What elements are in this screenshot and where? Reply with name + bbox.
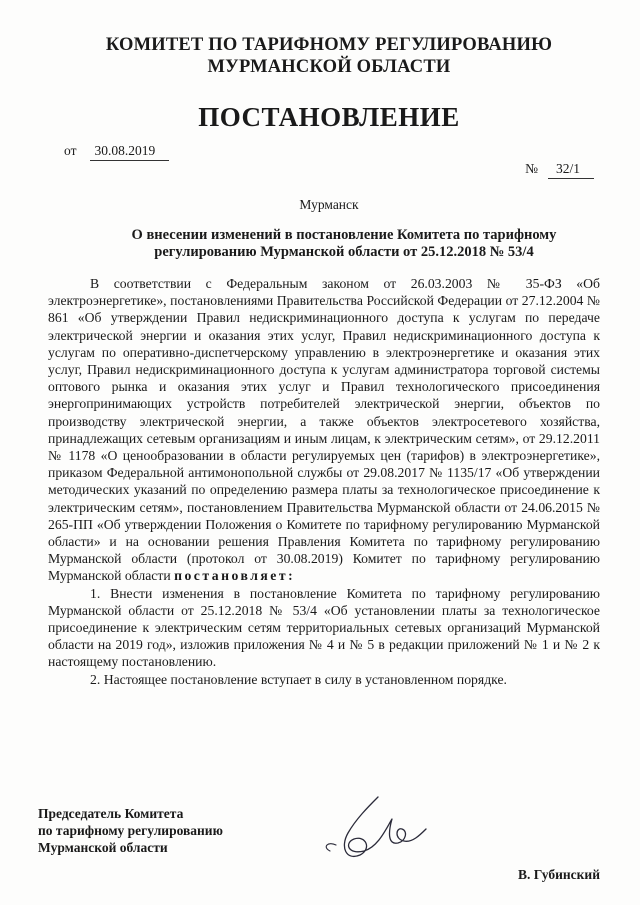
signatory-line-2: по тарифному регулированию (38, 823, 223, 838)
signature-footer (38, 805, 600, 885)
date-block (64, 143, 169, 161)
number-block (525, 161, 594, 179)
city-name: Мурманск (299, 197, 359, 212)
signatory-line-3: Мурманской области (38, 840, 168, 855)
decree-word: постановляет (174, 568, 289, 584)
committee-header (58, 34, 600, 78)
signer-name: В. Губинский (517, 867, 600, 882)
preamble-text: В соответствии с Федеральным законом от 26.03.2003 № 35-ФЗ «Об электроэнергетике», постановлениями Правительства Российской Федерации от 27.12.2004 № 861 «Об утверждении Правил недискриминационного доступа к услугам по передаче электрической энергии и оказания этих услуг, Правил недискриминационного доступа к услугам по оперативно-диспетчерскому управлению в электроэнергетике и оказания этих услуг, Правил недискриминационного доступа к услугам администратора торговой системы оптового рынка и оказания этих услуг и Правил технологического присоединения энергопринимающих устройств потребителей электрической энергии, объектов по производству электрической энергии, а также объектов электросетевого хозяйства, принадлежащих сетевым организациям и иным лицам, к электрическим сетям», от 29.12.2011 № 1178 «О ценообразовании в области регулируемых цен (тарифов) в электроэнергетике», приказом Федеральной антимонопольной службы от 29.08.2017 № 1135/17 «Об утверждении методических указаний по определению размера платы за технологическое присоединение к электрическим сетям», постановлением Правительства Мурманской области от 24.06.2015 № 265-ПП «Об утверждении Положения о Комитете по тарифному регулированию Мурманской области» и на основании решения Правления Комитета по тарифному регулированию Мурманской области (протокол от 30.08.2019) Комитет по тарифному регулированию Мурманской области (48, 276, 600, 584)
header-line-2: МУРМАНСКОЙ ОБЛАСТИ (207, 57, 451, 77)
signatory-title (38, 805, 223, 856)
document-subject (88, 227, 600, 261)
preamble-paragraph (48, 275, 600, 585)
item-1-paragraph: 1. Внести изменения в постановление Комитета по тарифному регулированию Мурманской области от 25.12.2018 № 53/4 «Об установлении платы за технологическое присоединение к электрическим сетям территориальных сетевых организаций Мурманской области на 2019 год», изложив приложения № 4 и № 5 в редакции приложений № 1 и № 2 к настоящему постановлению. (48, 585, 600, 670)
subject-line-2: регулированию Мурманской области от 25.12.2018 № 53/4 (154, 244, 534, 260)
decree-colon: : (288, 568, 296, 584)
header-line-1: КОМИТЕТ ПО ТАРИФНОМУ РЕГУЛИРОВАНИЮ (105, 35, 553, 55)
document-body (48, 275, 600, 688)
signatory-line-1: Председатель Комитета (38, 806, 184, 821)
date-prefix: от (64, 143, 77, 158)
handwritten-signature (308, 789, 438, 869)
document-type-title: ПОСТАНОВЛЕНИЕ (198, 102, 460, 132)
document-meta (48, 143, 600, 193)
number-prefix: № (525, 161, 538, 176)
document-number: 32/1 (548, 161, 594, 179)
document-date: 30.08.2019 (90, 143, 169, 161)
item-2-paragraph: 2. Настоящее постановление вступает в силу в установленном порядке. (90, 671, 507, 687)
subject-line-1: О внесении изменений в постановление Комитета по тарифному (131, 227, 557, 243)
